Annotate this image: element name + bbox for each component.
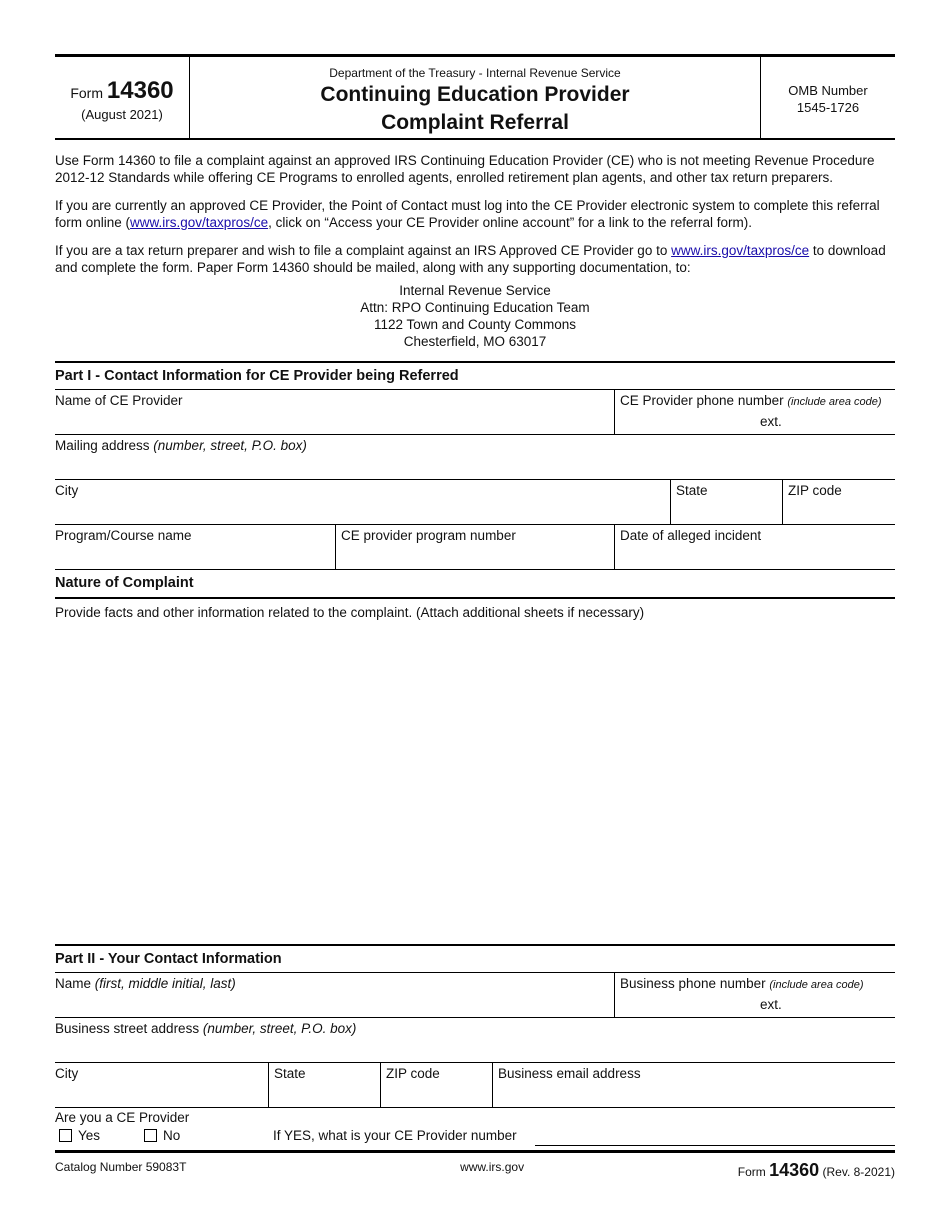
zip-label: ZIP code: [788, 483, 842, 498]
address-line: Attn: RPO Continuing Education Team: [360, 300, 590, 315]
incident-date-field[interactable]: [614, 525, 895, 569]
your-city-label: City: [55, 1066, 79, 1081]
form-number: 14360: [106, 77, 174, 104]
your-city-field[interactable]: [55, 1063, 268, 1107]
form-page: [55, 54, 895, 1181]
part1-row-city: [55, 480, 895, 525]
ce-number-label: If YES, what is your CE Provider number: [273, 1128, 517, 1143]
taxpros-ce-link-1[interactable]: www.irs.gov/taxpros/ce: [130, 215, 269, 230]
intro-p2-text-b: , click on “Access your CE Provider online account” for a link to the referral form).: [268, 215, 753, 230]
mailing-address-block: [55, 282, 895, 350]
ce-provider-name-field[interactable]: [55, 390, 614, 434]
ce-provider-ext-label: ext.: [760, 414, 782, 429]
incident-date-label: Date of alleged incident: [620, 528, 762, 543]
nature-of-complaint-title: Nature of Complaint: [55, 570, 895, 599]
business-street-label: Business street address: [55, 1021, 203, 1036]
omb-number: 1545-1726: [796, 100, 860, 115]
footer-form-word: Form: [737, 1165, 770, 1179]
ce-provider-state-field[interactable]: [670, 480, 782, 524]
intro-text: [55, 152, 895, 276]
state-label: State: [676, 483, 708, 498]
part2-row-city: [55, 1063, 895, 1108]
footer-revision: (Rev. 8-2021): [819, 1165, 895, 1179]
ce-provider-question: [55, 1108, 273, 1150]
department-name: Department of the Treasury - Internal Revenue Service: [329, 66, 621, 80]
no-checkbox[interactable]: [144, 1129, 157, 1142]
ce-provider-options: [55, 1128, 273, 1143]
form-title-line2: Complaint Referral: [381, 111, 569, 134]
part1-row-mailing: [55, 435, 895, 480]
part2-row-street: [55, 1018, 895, 1063]
taxpros-ce-link-2[interactable]: www.irs.gov/taxpros/ce: [671, 243, 810, 258]
your-zip-field[interactable]: [380, 1063, 492, 1107]
omb-block: [760, 57, 895, 138]
your-state-field[interactable]: [268, 1063, 380, 1107]
business-phone-hint: (include area code): [769, 979, 864, 991]
your-zip-label: ZIP code: [386, 1066, 440, 1081]
city-label: City: [55, 483, 79, 498]
part2-title: Part II - Your Contact Information: [55, 944, 895, 973]
address-line: 1122 Town and County Commons: [373, 317, 577, 332]
intro-paragraph-2: [55, 197, 895, 231]
part1-row-program: [55, 525, 895, 570]
business-email-field[interactable]: [492, 1063, 895, 1107]
mailing-address-hint: (number, street, P.O. box): [153, 438, 307, 453]
part2-row-ce-provider: [55, 1108, 895, 1153]
mailing-address-label: Mailing address: [55, 438, 154, 453]
business-street-hint: (number, street, P.O. box): [202, 1021, 357, 1036]
complaint-facts-field[interactable]: [55, 599, 895, 944]
omb-label: OMB Number: [788, 83, 868, 98]
ce-provider-city-field[interactable]: [55, 480, 670, 524]
form-title-line1: Continuing Education Provider: [320, 83, 630, 106]
ce-number-underline: [535, 1145, 895, 1146]
program-number-label: CE provider program number: [341, 528, 516, 543]
form-date: (August 2021): [81, 107, 163, 122]
ce-provider-mailing-address-field[interactable]: [55, 435, 895, 479]
no-label: No: [163, 1128, 181, 1143]
business-phone-field[interactable]: [614, 973, 895, 1017]
form-footer: [55, 1153, 895, 1181]
intro-paragraph-1: Use Form 14360 to file a complaint against an approved IRS Continuing Education Provider (CE) who is not meeting Revenue Procedure 2012-12 Standards while offering CE Programs to enrolled agents, enrolled retirement plan agents, and other tax return preparers.: [55, 153, 875, 185]
yes-checkbox[interactable]: [59, 1129, 72, 1142]
part1-row-name: [55, 390, 895, 435]
business-ext-label: ext.: [760, 997, 782, 1012]
business-phone-label: Business phone number: [620, 976, 770, 991]
address-line: Internal Revenue Service: [399, 283, 551, 298]
title-block: [190, 57, 760, 138]
program-name-field[interactable]: [55, 525, 335, 569]
intro-p2-text-a: If you are currently an approved CE Provider, the Point of Contact must log into the CE Provider electronic system to complete this referral form online (: [55, 198, 880, 230]
form-id-block: [55, 57, 190, 138]
footer-form-number: 14360: [769, 1160, 820, 1180]
intro-paragraph-3: [55, 242, 895, 276]
footer-website: www.irs.gov: [460, 1160, 525, 1174]
catalog-number: Catalog Number 59083T: [55, 1160, 187, 1174]
address-line: Chesterfield, MO 63017: [403, 334, 547, 349]
program-number-field[interactable]: [335, 525, 614, 569]
yes-label: Yes: [78, 1128, 101, 1143]
part1-title: Part I - Contact Information for CE Provider being Referred: [55, 361, 895, 390]
business-street-field[interactable]: [55, 1018, 895, 1062]
your-name-field[interactable]: [55, 973, 614, 1017]
ce-provider-zip-field[interactable]: [782, 480, 895, 524]
your-name-hint: (first, middle initial, last): [94, 976, 236, 991]
your-name-label: Name: [55, 976, 95, 991]
form-header: [55, 54, 895, 140]
ce-provider-question-label: Are you a CE Provider: [55, 1110, 190, 1125]
ce-provider-phone-field[interactable]: [614, 390, 895, 434]
business-email-label: Business email address: [498, 1066, 641, 1081]
intro-p3-text-a: If you are a tax return preparer and wish to file a complaint against an IRS Approved CE Provider go to: [55, 243, 672, 258]
part2-row-name: [55, 973, 895, 1018]
intro-p3-text-b: to download and complete the form. Paper Form 14360 should be mailed, along with any supporting documentation, to:: [55, 243, 886, 275]
program-name-label: Program/Course name: [55, 528, 192, 543]
ce-provider-phone-hint: (include area code): [787, 396, 882, 408]
ce-provider-phone-label: CE Provider phone number: [620, 393, 788, 408]
form-word: Form: [70, 85, 104, 101]
ce-provider-name-label: Name of CE Provider: [55, 393, 183, 408]
complaint-facts-instruction: Provide facts and other information related to the complaint. (Attach additional sheets if necessary): [55, 605, 645, 620]
footer-form-id: [738, 1160, 895, 1181]
your-state-label: State: [274, 1066, 306, 1081]
ce-provider-number-field[interactable]: [535, 1108, 895, 1150]
